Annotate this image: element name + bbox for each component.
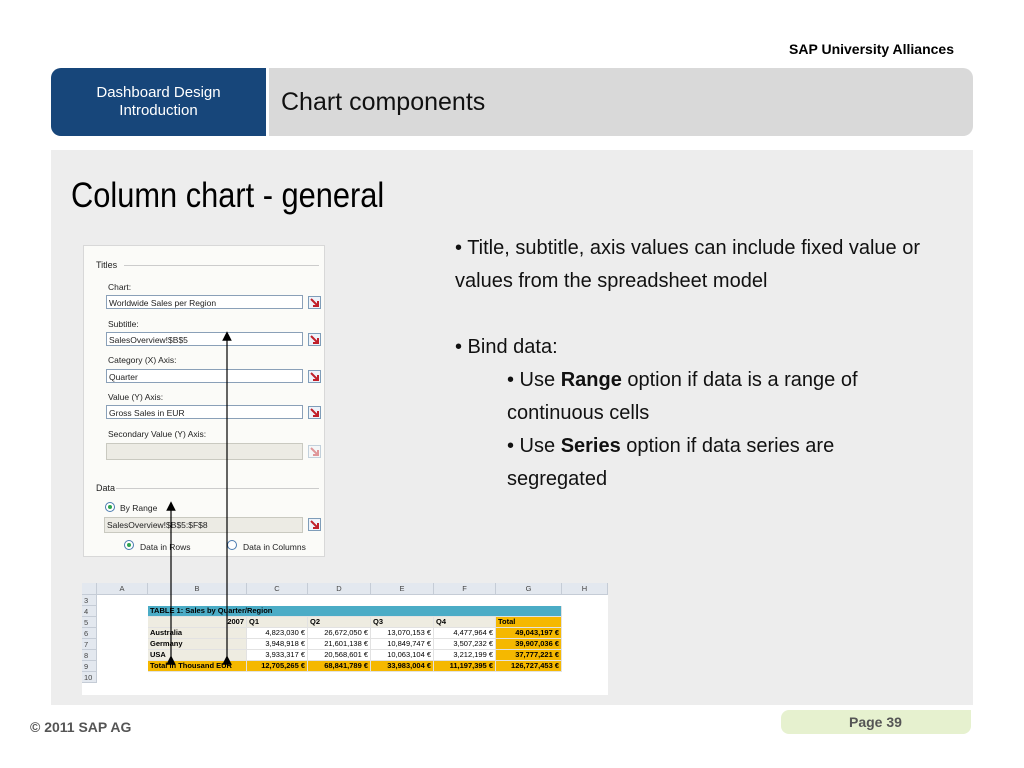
value-cell: 49,043,197 €	[496, 628, 562, 639]
subtitle-field[interactable]: SalesOverview!$B$5	[106, 332, 303, 346]
value-cell: 126,727,453 €	[496, 661, 562, 672]
value-cell: 10,849,747 €	[371, 639, 434, 650]
data-in-columns-label: Data in Columns	[243, 542, 306, 552]
section-line-2: Introduction	[119, 102, 198, 119]
cell-picker-icon[interactable]	[308, 406, 321, 419]
value-cell: 3,948,918 €	[247, 639, 308, 650]
by-range-radio[interactable]	[105, 502, 115, 512]
brand-label: SAP University Alliances	[789, 41, 954, 57]
row-header: 8	[82, 650, 97, 661]
bullet-2: • Bind data:	[455, 336, 558, 358]
row-header: 4	[82, 606, 97, 617]
quarter-header-cell: Q2	[308, 617, 371, 628]
quarter-header-cell: Q1	[247, 617, 308, 628]
quarter-header-cell: Q3	[371, 617, 434, 628]
cell-picker-icon[interactable]	[308, 370, 321, 383]
row-header: 6	[82, 628, 97, 639]
bullet-list	[455, 232, 925, 496]
subtitle-label: Subtitle:	[108, 319, 139, 329]
value-cell: 68,841,789 €	[308, 661, 371, 672]
header-title: Chart components	[281, 88, 486, 116]
secondary-axis-label: Secondary Value (Y) Axis:	[108, 429, 207, 439]
cell-picker-icon[interactable]	[308, 333, 321, 346]
category-axis-field[interactable]: Quarter	[106, 369, 303, 383]
section-line-1: Dashboard Design	[96, 84, 221, 101]
page-number: Page 39	[849, 714, 902, 730]
bullet-1: • Title, subtitle, axis values can include fixed value or values from the spreadsheet model	[455, 237, 921, 292]
column-header: E	[371, 583, 434, 595]
column-header: H	[562, 583, 608, 595]
sub-bullet-range: • Use Range option if data is a range of continuous cells	[507, 369, 858, 424]
column-header: F	[434, 583, 496, 595]
chart-title-field[interactable]: Worldwide Sales per Region	[106, 295, 303, 309]
value-cell: 4,477,964 €	[434, 628, 496, 639]
titles-group-label: Titles	[96, 260, 118, 270]
copyright: © 2011 SAP AG	[30, 719, 132, 735]
by-range-label: By Range	[120, 503, 158, 513]
column-header: G	[496, 583, 562, 595]
sheet-corner	[82, 583, 97, 595]
year-cell: 2007	[148, 617, 247, 628]
sub-bullet-series: • Use Series option if data series are segregated	[507, 435, 835, 490]
value-cell: 33,983,004 €	[371, 661, 434, 672]
total-header-cell: Total	[496, 617, 562, 628]
cell-picker-icon[interactable]	[308, 296, 321, 309]
chart-properties-panel	[83, 245, 325, 557]
data-in-columns-radio[interactable]	[227, 540, 237, 550]
quarter-header-cell: Q4	[434, 617, 496, 628]
value-axis-label: Value (Y) Axis:	[108, 392, 164, 402]
category-axis-label: Category (X) Axis:	[108, 355, 177, 365]
cell-picker-icon[interactable]	[308, 518, 321, 531]
section-tab	[51, 68, 269, 136]
value-cell: 20,568,601 €	[308, 650, 371, 661]
spreadsheet-excerpt	[82, 583, 608, 695]
value-cell: 3,507,232 €	[434, 639, 496, 650]
column-header: B	[148, 583, 247, 595]
cell-picker-icon[interactable]	[308, 445, 321, 458]
value-cell: 10,063,104 €	[371, 650, 434, 661]
value-cell: 26,672,050 €	[308, 628, 371, 639]
slide-title: Column chart - general	[71, 176, 385, 215]
value-cell: 3,212,199 €	[434, 650, 496, 661]
value-cell: 3,933,317 €	[247, 650, 308, 661]
slide-content	[51, 150, 973, 705]
value-cell: 39,907,036 €	[496, 639, 562, 650]
data-in-rows-label: Data in Rows	[140, 542, 191, 552]
value-cell: 21,601,138 €	[308, 639, 371, 650]
column-header: A	[97, 583, 148, 595]
region-cell: Germany	[148, 639, 247, 650]
secondary-axis-field[interactable]	[106, 443, 303, 460]
value-axis-field[interactable]: Gross Sales in EUR	[106, 405, 303, 419]
value-cell: 37,777,221 €	[496, 650, 562, 661]
column-header: D	[308, 583, 371, 595]
column-header: C	[247, 583, 308, 595]
value-cell: 13,070,153 €	[371, 628, 434, 639]
region-cell: Total in Thousand EUR	[148, 661, 247, 672]
value-cell: 12,705,265 €	[247, 661, 308, 672]
region-cell: Australia	[148, 628, 247, 639]
data-group-label: Data	[96, 483, 116, 493]
slide-header	[51, 68, 973, 136]
row-header: 5	[82, 617, 97, 628]
value-cell: 11,197,395 €	[434, 661, 496, 672]
row-header: 10	[82, 672, 97, 683]
page-number-pill	[781, 710, 971, 734]
table-title-cell: TABLE 1: Sales by Quarter/Region	[148, 606, 562, 617]
row-header: 9	[82, 661, 97, 672]
range-field[interactable]: SalesOverview!$B$5:$F$8	[104, 517, 303, 533]
chart-title-label: Chart:	[108, 282, 132, 292]
data-in-rows-radio[interactable]	[124, 540, 134, 550]
row-header: 3	[82, 595, 97, 606]
region-cell: USA	[148, 650, 247, 661]
value-cell: 4,823,030 €	[247, 628, 308, 639]
row-header: 7	[82, 639, 97, 650]
